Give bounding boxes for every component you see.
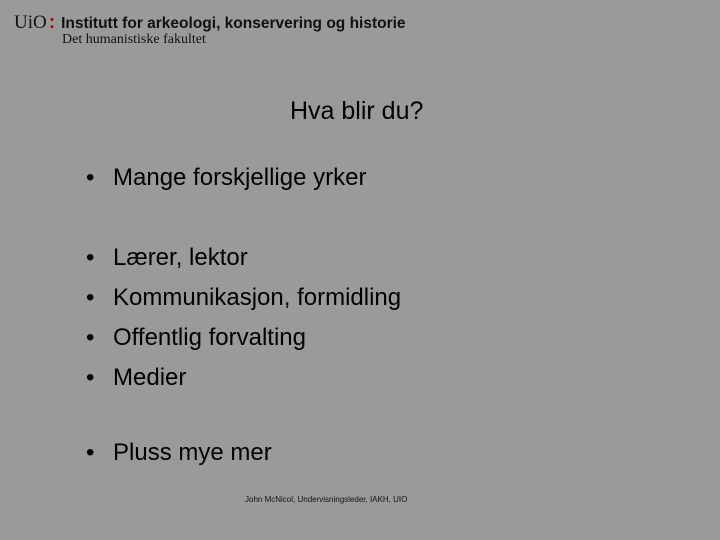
slide-title: Hva blir du? — [290, 97, 424, 125]
bullet-text: Kommunikasjon, formidling — [113, 284, 402, 311]
bullet-item — [86, 439, 272, 467]
bullet-text: Mange forskjellige yrker — [113, 164, 367, 191]
slide-footer: John McNicol, Undervisningsleder, IAKH, UIO — [245, 495, 408, 504]
bullet-item — [86, 324, 306, 352]
bullet-marker: • — [86, 284, 95, 311]
bullet-marker: • — [86, 324, 95, 351]
bullet-item — [86, 364, 186, 392]
faculty-name: Det humanistiske fakultet — [62, 32, 206, 47]
bullet-text: Offentlig forvalting — [113, 324, 306, 351]
bullet-marker: • — [86, 244, 95, 271]
bullet-marker: • — [86, 439, 95, 466]
bullet-item — [86, 164, 366, 192]
bullet-marker: • — [86, 164, 95, 191]
uio-logo: UiO — [14, 12, 47, 33]
bullet-text: Pluss mye mer — [113, 439, 272, 466]
bullet-text: Lærer, lektor — [113, 244, 248, 271]
uio-logo-colon: : — [48, 12, 56, 33]
institution-header — [14, 12, 406, 48]
bullet-marker: • — [86, 364, 95, 391]
bullet-item — [86, 284, 401, 312]
bullet-text: Medier — [113, 364, 187, 391]
institute-name: Institutt for arkeologi, konservering og historie — [61, 15, 406, 32]
bullet-item — [86, 244, 248, 272]
logo-row — [14, 12, 406, 34]
